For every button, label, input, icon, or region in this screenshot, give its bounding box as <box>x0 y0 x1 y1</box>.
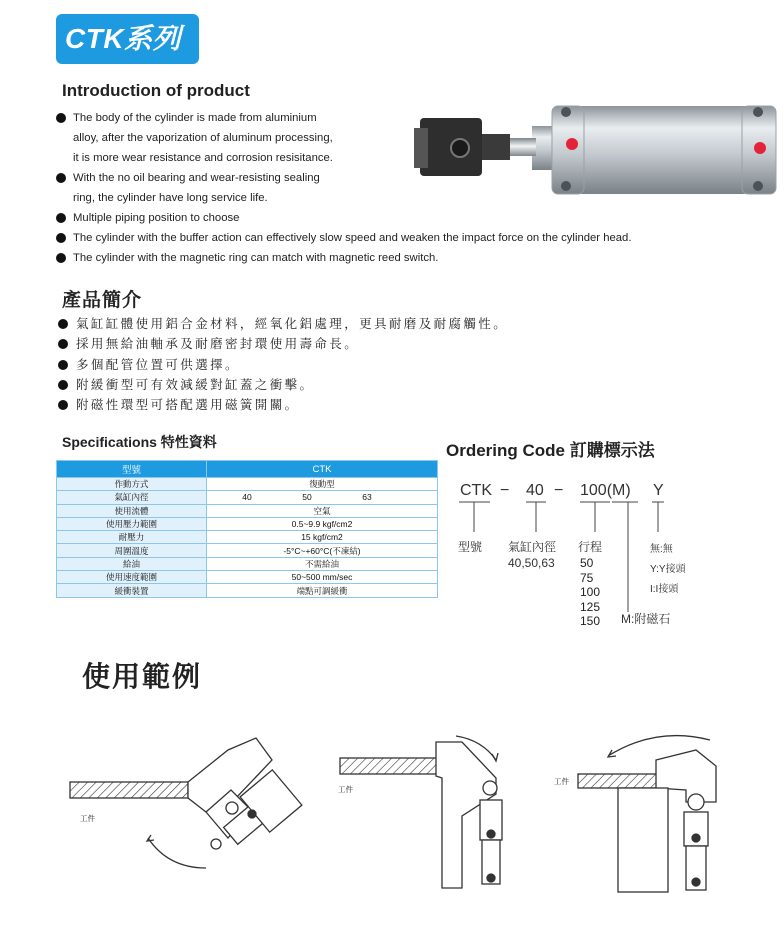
bullet-dot-icon <box>56 113 66 123</box>
intro-item-text: ring, the cylinder have long service life. <box>73 192 268 204</box>
intro-cn-item <box>58 395 508 415</box>
label-bore-values: 40,50,63 <box>508 556 555 570</box>
code-dash-2: − <box>554 482 564 499</box>
code-part-bore: 40 <box>526 482 544 499</box>
label-joint-y: Y:Y接頭 <box>650 564 686 575</box>
intro-item-text: it is more wear resistance and corrosion resisitance. <box>73 152 333 164</box>
ordering-title: Ordering Code 訂購標示法 <box>446 441 655 460</box>
specs-row <box>57 517 438 530</box>
workpiece-label-3: 工件 <box>554 777 569 786</box>
specs-row-value: 端點可調緩衝 <box>207 584 438 597</box>
code-part-stroke: 100(M) <box>580 482 631 499</box>
intro-item-text: The cylinder with the buffer action can effectively slow speed and weaken the impact force on the cylinder head. <box>73 232 632 244</box>
specs-row-value: 0.5~9.9 kgf/cm2 <box>207 517 438 530</box>
ordering-code-diagram <box>450 470 750 635</box>
intro-item-text: The body of the cylinder is made from aluminium <box>73 112 317 124</box>
specs-row-values <box>207 491 438 504</box>
specs-row <box>57 491 438 504</box>
usage-examples-diagram <box>56 720 776 930</box>
specs-header-row <box>57 461 438 478</box>
intro-cn-item <box>58 375 508 395</box>
intro-cn-list <box>58 314 508 415</box>
intro-cn-item-text: 採用無給油軸承及耐磨密封環使用壽命長。 <box>76 336 360 352</box>
specs-row <box>57 531 438 544</box>
bullet-dot-icon <box>58 360 68 370</box>
specs-row-key: 緩衝裝置 <box>57 584 207 597</box>
specs-row-value: 50~500 mm/sec <box>207 571 438 584</box>
code-part-joint: Y <box>653 482 664 499</box>
intro-cn-item-text: 附緩衝型可有效減緩對缸蓋之衝擊。 <box>76 376 315 392</box>
bullet-dot-icon <box>58 380 68 390</box>
label-bore: 氣缸內徑 <box>508 540 557 554</box>
specs-row <box>57 584 438 597</box>
usage-title: 使用範例 <box>82 661 203 692</box>
label-model: 型號 <box>458 540 483 554</box>
specs-row <box>57 571 438 584</box>
specs-row <box>57 544 438 557</box>
bore-value: 40 <box>242 492 252 503</box>
intro-cn-item-text: 附磁性環型可搭配選用磁簧開關。 <box>76 397 300 413</box>
intro-cn-item-text: 多個配管位置可供選擇。 <box>76 356 240 372</box>
code-dash-1: − <box>500 482 510 499</box>
label-joint-i: I:I接頭 <box>650 584 679 595</box>
intro-cn-item-text: 氣缸缸體使用鋁合金材料，經氧化鋁處理，更具耐磨及耐腐觸性。 <box>76 316 509 331</box>
intro-title: Introduction of product <box>62 81 250 100</box>
specs-row-key: 使用壓力範圍 <box>57 517 207 530</box>
specs-header-value: CTK <box>207 461 438 478</box>
code-part-model: CTK <box>460 482 492 499</box>
label-joint-none: 無:無 <box>650 544 673 555</box>
bullet-dot-icon <box>58 339 68 349</box>
specs-row-key: 使用速度範圍 <box>57 571 207 584</box>
specs-table <box>56 460 438 598</box>
specs-row-key: 給油 <box>57 557 207 570</box>
bullet-dot-icon <box>58 400 68 410</box>
intro-item-text: Multiple piping position to choose <box>73 212 240 224</box>
stroke-value: 50 <box>580 556 594 570</box>
stroke-value: 150 <box>580 614 601 628</box>
bore-value: 63 <box>362 492 372 503</box>
intro-cn-item <box>58 355 508 375</box>
series-title: CTK系列 <box>65 23 182 54</box>
specs-title: Specifications 特性資料 <box>62 434 217 450</box>
label-magnet: M:附磁石 <box>621 612 671 626</box>
specs-row-key: 周圍溫度 <box>57 544 207 557</box>
bore-value: 50 <box>302 492 312 503</box>
specs-row-key: 作動方式 <box>57 478 207 491</box>
stroke-value: 75 <box>580 570 594 585</box>
bullet-dot-icon <box>58 319 68 329</box>
specs-row-value: 空氣 <box>207 504 438 517</box>
specs-row-key: 使用流體 <box>57 504 207 517</box>
specs-row-value: 復動型 <box>207 478 438 491</box>
specs-row-value: 15 kgf/cm2 <box>207 531 438 544</box>
cylinder-product-image <box>412 100 778 200</box>
intro-item <box>56 208 776 228</box>
specs-row-value: 不需給油 <box>207 557 438 570</box>
intro-item <box>56 248 776 268</box>
bullet-dot-icon <box>56 233 66 243</box>
stroke-value: 125 <box>580 599 601 614</box>
specs-row <box>57 504 438 517</box>
stroke-value: 100 <box>580 585 601 599</box>
specs-row <box>57 478 438 491</box>
specs-row <box>57 557 438 570</box>
label-stroke: 行程 <box>578 540 603 554</box>
intro-cn-item <box>58 314 508 334</box>
bullet-dot-icon <box>56 253 66 263</box>
intro-item <box>56 228 776 248</box>
intro-item-text: With the no oil bearing and wear-resisting sealing <box>73 172 320 184</box>
specs-row-value: -5°C~+60°C(不凍結) <box>207 544 438 557</box>
intro-item-text: alloy, after the vaporization of aluminum processing, <box>73 132 333 144</box>
bullet-dot-icon <box>56 213 66 223</box>
specs-header-key: 型號 <box>57 461 207 478</box>
specs-row-key: 耐壓力 <box>57 531 207 544</box>
specs-row-key: 氣缸內徑 <box>57 491 207 504</box>
workpiece-label-2: 工件 <box>338 785 353 794</box>
intro-item-text: The cylinder with the magnetic ring can match with magnetic reed switch. <box>73 252 439 264</box>
series-badge <box>56 14 199 64</box>
workpiece-label-1: 工件 <box>80 814 95 823</box>
intro-cn-item <box>58 334 508 354</box>
stroke-values <box>580 556 600 629</box>
intro-cn-title: 產品簡介 <box>62 290 143 311</box>
bullet-dot-icon <box>56 173 66 183</box>
